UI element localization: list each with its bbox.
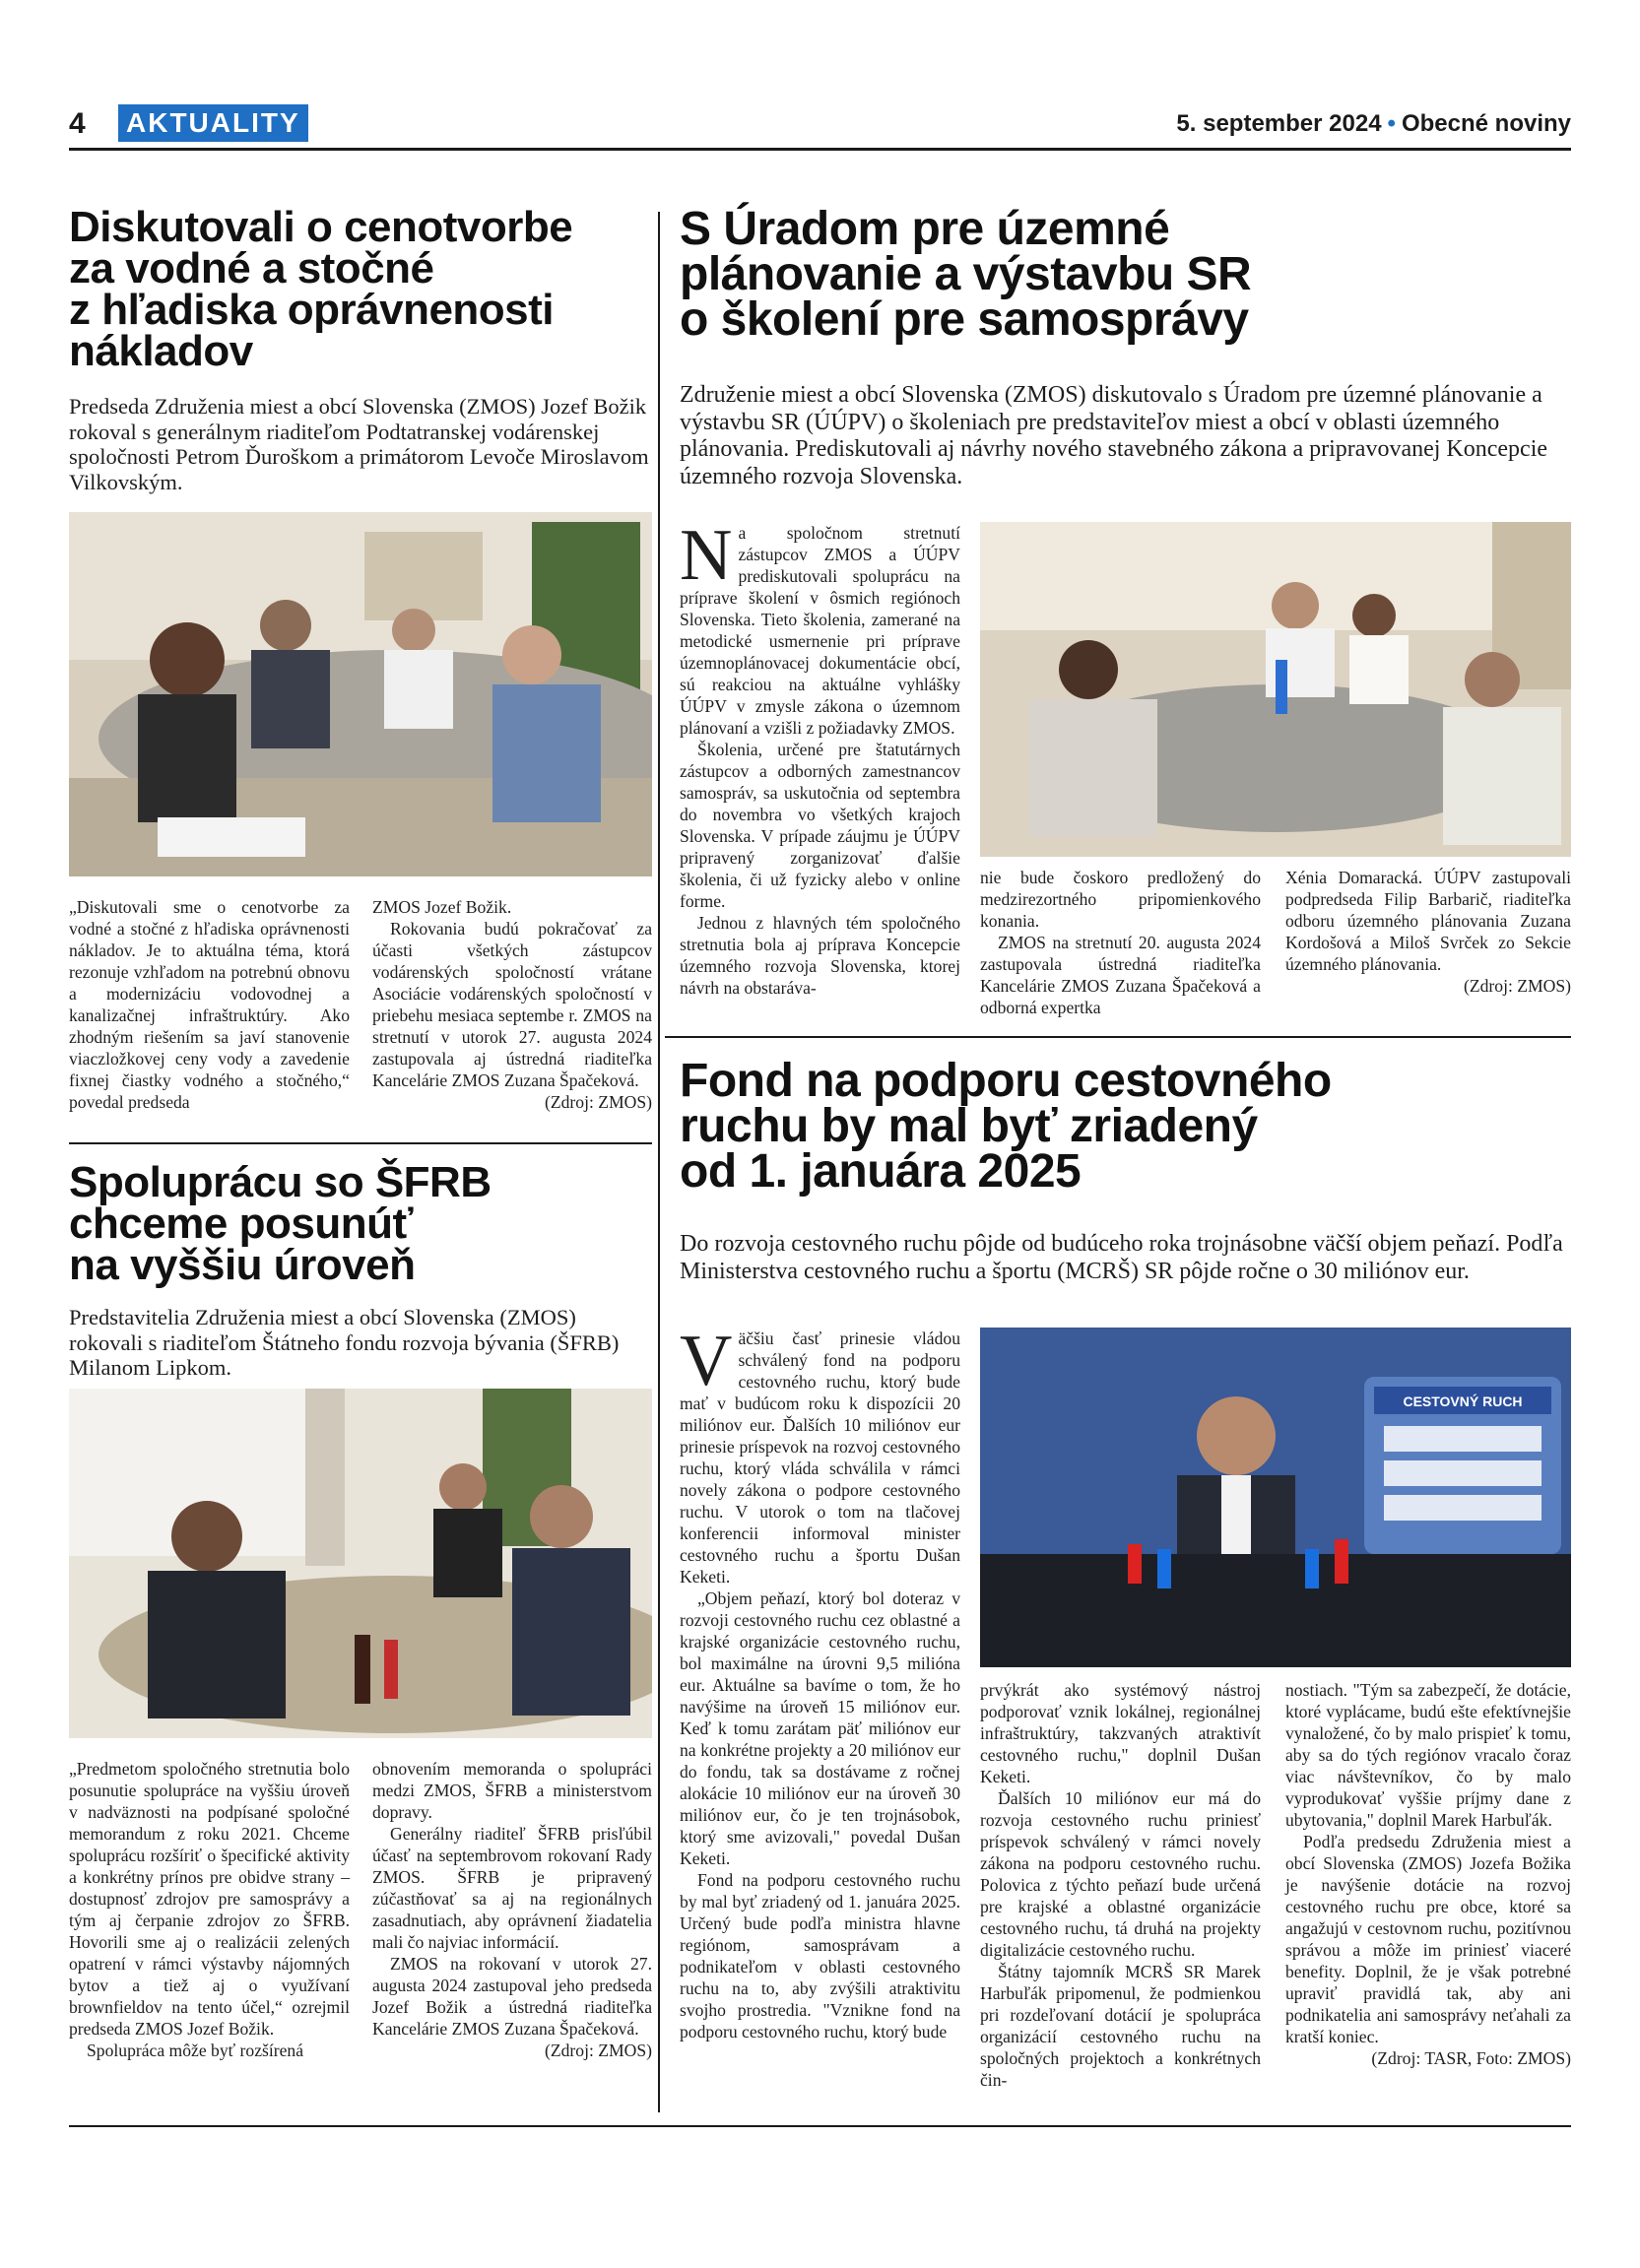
- headline-line: Spoluprácu so ŠFRB: [69, 1158, 492, 1206]
- dropcap: N: [680, 515, 733, 596]
- publication-name: Obecné noviny: [1401, 110, 1571, 137]
- paragraph: prvýkrát ako systémový nástroj podporovať vznik lokálnej, regionálnej infraštruktúry, takzvaných atraktivít cestovného ruchu," doplnil Dušan Keketi.: [980, 1680, 1261, 1786]
- article3-col1: [680, 515, 960, 999]
- article3-lead: Združenie miest a obcí Slovenska (ZMOS) diskutovalo s Úradom pre územné plánovanie a výstavbu SR (ÚÚPV) o školeniach pre predstaviteľov miest a obcí v oblasti územného plánovania. Prediskutovali aj návrhy nového stavebného zákona a pripravovanej Koncepcie územného rozvoja Slovenska.: [680, 382, 1548, 489]
- column-divider: [658, 212, 660, 2112]
- article4-col1: [680, 1321, 960, 2042]
- source-note: (Zdroj: ZMOS): [545, 2041, 652, 2060]
- paragraph: Rokovania budú pokračovať za účasti všetkých zástupcov vodárenských spoločností vrátane Asociácie vodárenských spoločností v priebehu mesiaca septembe r. ZMOS na stretnutí v utorok 27. augusta 2024 zastupovala aj ústredná riaditeľka Kancelárie ZMOS Zuzana Špačeková.: [372, 919, 652, 1090]
- article1-photo: [69, 512, 652, 876]
- meeting-photo-icon: [69, 512, 652, 876]
- paragraph: nostiach. "Tým sa zabezpečí, že dotácie, ktoré vyplácame, budú ešte efektívnejšie vynaložené, čo by malo prispieť k tomu, aby sa do tých regiónov vracalo čoraz viac návštevníkov, čo by malo vyprodukovať vyššie príjmy dane z ubytovania," doplnil Marek Harbuľák.: [1285, 1680, 1571, 1830]
- page-number: 4: [69, 107, 86, 140]
- article2-headline: [69, 1158, 650, 1289]
- source-note: (Zdroj: ZMOS): [545, 1092, 652, 1112]
- paragraph: nie bude čoskoro predložený do medzirezortného pripomienkového konania.: [980, 868, 1261, 931]
- meeting-photo-icon: [980, 522, 1571, 857]
- paragraph: „Objem peňazí, ktorý bol doteraz v rozvoji cestovného ruchu cez oblastné a krajské organizácie cestovného ruchu, bol maximálne na úrovni 9,5 milióna eur. Aktuálne sa bavíme o tom, že ho navýšime na úroveň 15 miliónov eur. Keď k tomu zarátam päť miliónov eur na konkrétne projekty a 20 miliónov eur do fondu, tak sa dostávame z ročnej alokácie 10 miliónov eur na úroveň 30 miliónov eur, čo je ten trojnásobok, ktorý sme avizovali," povedal Dušan Keketi.: [680, 1588, 960, 1868]
- separator-dot: •: [1387, 110, 1396, 137]
- paragraph: ZMOS na rokovaní v utorok 27. augusta 2024 zastupoval jeho predseda Jozef Božik a ústredná riaditeľka Kancelárie ZMOS Zuzana Špačeková.: [372, 1954, 652, 2039]
- paragraph: Podľa predsedu Združenia miest a obcí Slovenska (ZMOS) Jozefa Božika je navýšenie dotácie na rozvoj cestovného ruchu pre obce, ktoré sa angažujú v cestovnom ruchu, pozitívnou správou a môže im priniesť viaceré benefity. Doplnil, že je však potrebné upraviť pravidlá tak, aby ani podnikatelia ani samosprávy neťahali za kratší koniec.: [1285, 1832, 1571, 2046]
- article3-col3: [1285, 867, 1571, 997]
- section-divider-right: [665, 1036, 1571, 1038]
- masthead: [69, 102, 1571, 146]
- article1-col2: [372, 896, 652, 1113]
- headline-line: Fond na podporu cestovného: [680, 1055, 1332, 1107]
- paragraph: Spolupráca môže byť rozšírená: [87, 2041, 304, 2060]
- headline-line: ruchu by mal byť zriadený: [680, 1100, 1258, 1152]
- headline-line: chceme posunúť: [69, 1199, 414, 1248]
- article2-col1: [69, 1758, 350, 2061]
- paragraph: Jednou z hlavných tém spoločného stretnutia bola aj príprava Koncepcie územného rozvoja Slovenska, ktorej návrh na obstaráva-: [680, 913, 960, 998]
- paragraph: Školenia, určené pre štatutárnych zástupcov a odborných zamestnancov samospráv, sa uskutočnia od septembra do novembra vo všetkých krajoch Slovenska. V prípade záujmu je ÚÚPV pripravený zorganizovať ďalšie školenia, či už fyzicky alebo v online forme.: [680, 740, 960, 911]
- article3-col2: [980, 867, 1261, 1018]
- paragraph: Ďalších 10 miliónov eur má do rozvoja cestovného ruchu priniesť príspevok schválený v rámci novely zákona na podporu cestovného ruchu. Polovica z týchto peňazí bude určená pre krajské a oblastné organizácie cestovného ruchu, tá druhá na projekty digitalizácie cestovného ruchu.: [980, 1788, 1261, 1960]
- paragraph: Štátny tajomník MCRŠ SR Marek Harbuľák pripomenul, že podmienkou pri rozdeľovaní dotácií je spolupráca organizácií cestovného ruchu na spoločných projektoch a konkrétnych čin-: [980, 1962, 1261, 2090]
- paragraph: ZMOS na stretnutí 20. augusta 2024 zastupovala ústredná riaditeľka Kancelárie ZMOS Zuzana Špačeková a odborná expertka: [980, 933, 1261, 1017]
- paragraph: [680, 515, 960, 739]
- article2-lead: Predstavitelia Združenia miest a obcí Slovenska (ZMOS) rokovali s riaditeľom Štátneho fondu rozvoja bývania (ŠFRB) Milanom Lipkom.: [69, 1305, 620, 1380]
- paragraph: [680, 1321, 960, 1588]
- headline-line: od 1. januára 2025: [680, 1145, 1082, 1198]
- paragraph: Generálny riaditeľ ŠFRB prisľúbil účasť na septembrovom rokovaní Rady ZMOS. ŠFRB je pripravený zúčastňovať sa aj na regionálnych zasadnutiach, aby oprávnení žiadatelia mali čo najviac informácií.: [372, 1824, 652, 1952]
- article1-lead: Predseda Združenia miest a obcí Slovenska (ZMOS) Jozef Božik rokoval s generálnym riaditeľom Podtatranskej vodárenskej spoločnosti Petrom Ďuroškom a primátorom Levoče Miroslavom Vilkovským.: [69, 394, 649, 494]
- article2-col2: [372, 1758, 652, 2061]
- headline-line: na vyššiu úroveň: [69, 1241, 416, 1289]
- paragraph: Fond na podporu cestovného ruchu by mal byť zriadený od 1. januára 2025. Určený bude podľa ministra hlavne regiónom, samosprávam a podnikateľom v oblasti cestovného ruchu na to, aby zvýšili atraktivitu svojho prostredia. "Vznikne fond na podporu cestovného ruchu, ktorý bude: [680, 1870, 960, 2041]
- article4-col2: [980, 1679, 1261, 2091]
- section-divider-left: [69, 1142, 652, 1144]
- headline-line: S Úradom pre územné: [680, 203, 1170, 255]
- paragraph: obnovením memoranda o spolupráci medzi ZMOS, ŠFRB a ministerstvom dopravy.: [372, 1759, 652, 1822]
- article4-lead: Do rozvoja cestovného ruchu pôjde od budúceho roka trojnásobne väčší objem peňazí. Podľa Ministerstva cestovného ruchu a športu (MCRŠ) SR pôjde ročne o 30 miliónov eur.: [680, 1231, 1563, 1284]
- article2-photo: [69, 1389, 652, 1738]
- section-tag: AKTUALITY: [118, 104, 308, 142]
- issue-date: 5. september 2024: [1176, 110, 1382, 137]
- paragraph-text: a spoločnom stretnutí zástupcov ZMOS a ÚÚPV prediskutovali spoluprácu na príprave školení v ôsmich regiónoch Slovenska. Tieto školenia, zamerané na metodické usmernenie pri príprave územnoplánovacej dokumentácie obcí, sú reakciou na aktuálne vyhlášky ÚÚPV v zmysle zákona o územnom plánovaní a vzišli z požiadavky ZMOS.: [680, 523, 960, 738]
- header-rule: [69, 148, 1571, 151]
- meeting-photo-icon: [69, 1389, 652, 1738]
- paragraph: Xénia Domaracká. ÚÚPV zastupovali podpredseda Filip Barbarič, riaditeľka odboru územného plánovania Zuzana Kordošová a Miloš Svrček zo Sekcie územného plánovania.: [1285, 868, 1571, 974]
- source-note: (Zdroj: ZMOS): [1464, 976, 1571, 996]
- article4-photo: [980, 1328, 1571, 1667]
- source-note: (Zdroj: TASR, Foto: ZMOS): [1371, 2048, 1571, 2068]
- article4-headline: [680, 1055, 1571, 1198]
- article4-col3: [1285, 1679, 1571, 2069]
- article1-col1: [69, 896, 350, 1113]
- article3-headline: [680, 203, 1571, 346]
- issue-info: [1176, 102, 1571, 146]
- footer-rule: [69, 2125, 1571, 2127]
- headline-line: z hľadiska oprávnenosti: [69, 286, 555, 334]
- headline-line: nákladov: [69, 327, 253, 375]
- paragraph: ZMOS Jozef Božik.: [372, 897, 512, 917]
- dropcap: V: [680, 1321, 733, 1401]
- headline-line: Diskutovali o cenotvorbe: [69, 203, 573, 251]
- paragraph-text: äčšiu časť prinesie vládou schválený fond na podporu cestovného ruchu, ktorý bude mať v budúcom roku k dispozícii 20 miliónov eur. Ďalších 10 miliónov eur prinesie príspevok na rozvoj cestovného ruchu, ktorý vláda schválila v rámci novely zákona o podpore cestovného ruchu. V utorok o tom na tlačovej konferencii informoval minister cestovného ruchu a športu Dušan Keketi.: [680, 1328, 960, 1587]
- headline-line: plánovanie a výstavbu SR: [680, 248, 1252, 300]
- paragraph: „Diskutovali sme o cenotvorbe za vodné a stočné z hľadiska oprávnenosti nákladov. Je to aktuálna téma, ktorá rezonuje vzhľadom na potrebnú obnovu a modernizáciu vodovodnej a kanalizačnej infraštruktúry. Ako zhodným riešením sa javí stanovenie viaczložkovej ceny vody a zavedenie fixnej čiastky vodného a stočného,“ povedal predseda: [69, 897, 350, 1112]
- article1-headline: [69, 203, 650, 375]
- headline-line: o školení pre samosprávy: [680, 293, 1249, 346]
- headline-line: za vodné a stočné: [69, 244, 434, 292]
- press-conference-photo-icon: [980, 1328, 1571, 1667]
- paragraph: „Predmetom spoločného stretnutia bolo posunutie spolupráce na vyššiu úroveň v nadväznosti na podpísané spoločné memorandum z roku 2021. Chceme spoluprácu rozšíriť o špecifické aktivity a konkrétny prínos pre obidve strany – dostupnosť zdrojov pre samosprávy a tým aj čerpanie zdrojov zo ŠFRB. Hovorili sme aj o realizácii zelených opatrení v rámci výstavby nájomných bytov a tiež aj o využívaní brownfieldov na tento účel,“ ozrejmil predseda ZMOS Jozef Božik.: [69, 1759, 350, 2039]
- article3-photo: [980, 522, 1571, 857]
- screen-title: CESTOVNÝ RUCH: [1403, 1393, 1523, 1409]
